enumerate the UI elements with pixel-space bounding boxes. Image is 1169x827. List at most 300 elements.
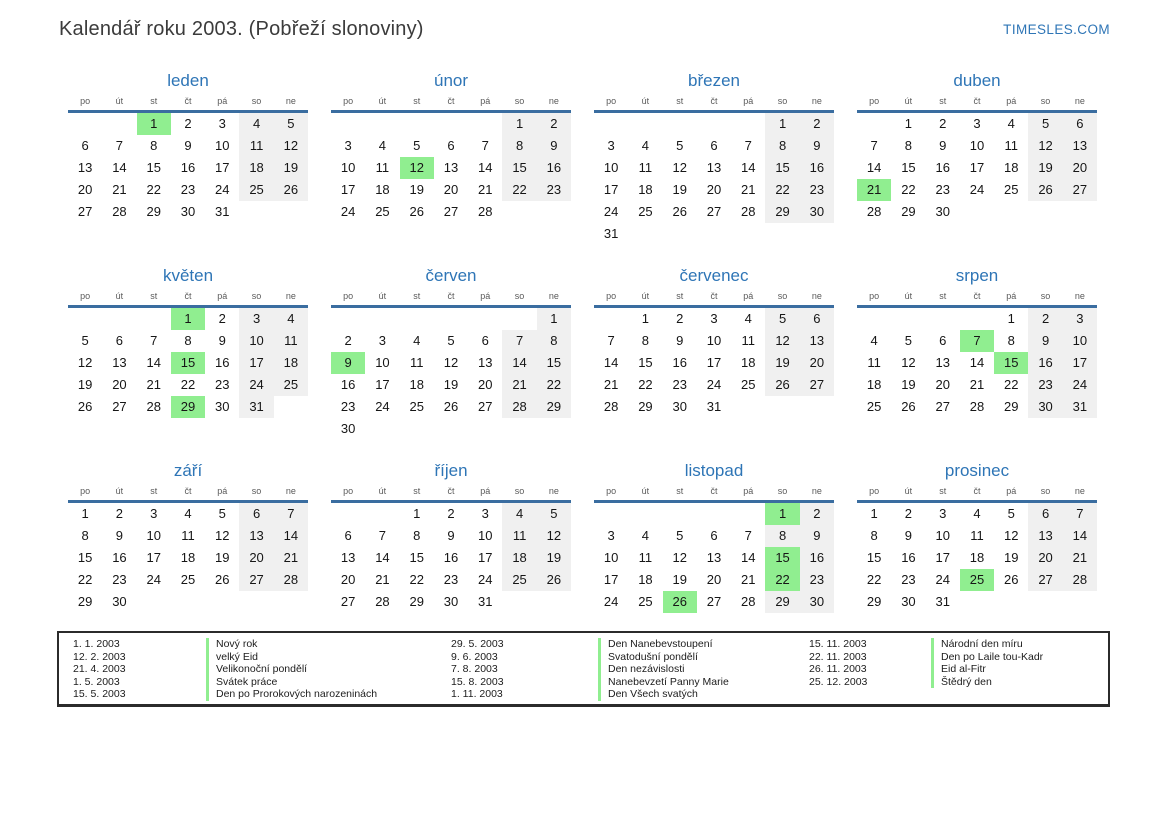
weekday-label: út xyxy=(115,96,124,106)
month-title: únor xyxy=(433,71,469,90)
month-title: listopad xyxy=(684,461,744,480)
holiday-day-cell: 1 xyxy=(171,308,205,330)
day-grid xyxy=(594,113,834,245)
weekday-label: ne xyxy=(1074,291,1085,301)
holiday-day-cell: 21 xyxy=(857,179,891,201)
day-cell: 21 xyxy=(603,377,619,392)
empty-cell xyxy=(434,308,468,330)
day-cell: 5 xyxy=(676,528,684,543)
day-cell: 22 xyxy=(502,179,536,201)
empty-cell xyxy=(274,396,308,418)
weekday-label: ne xyxy=(1074,96,1085,106)
day-cell: 13 xyxy=(340,550,356,565)
day-cell: 20 xyxy=(706,182,722,197)
empty-cell xyxy=(960,591,994,613)
day-cell: 6 xyxy=(710,528,718,543)
day-cell: 29 xyxy=(77,594,93,609)
holiday-name: velký Eid xyxy=(206,651,451,664)
empty-cell xyxy=(857,113,891,135)
weekday-label: út xyxy=(115,291,124,301)
day-cell: 29 xyxy=(537,396,571,418)
day-cell: 14 xyxy=(603,355,619,370)
legend-column xyxy=(451,638,809,701)
day-cell: 20 xyxy=(1028,547,1062,569)
month-title: červenec xyxy=(679,266,749,285)
day-cell: 24 xyxy=(1063,374,1097,396)
holiday-date: 1. 11. 2003 xyxy=(451,688,503,701)
weekday-label: pá xyxy=(743,291,754,301)
day-grid xyxy=(331,113,571,223)
holiday-day-cell: 25 xyxy=(960,569,994,591)
legend-box xyxy=(57,631,1110,707)
day-cell: 13 xyxy=(443,160,459,175)
day-cell: 15 xyxy=(765,157,799,179)
day-cell: 9 xyxy=(939,138,947,153)
holiday-day-cell: 22 xyxy=(765,569,799,591)
day-cell: 31 xyxy=(239,396,273,418)
day-cell: 30 xyxy=(901,594,916,609)
weekday-label: čt xyxy=(710,486,718,496)
month-title: srpen xyxy=(955,266,999,285)
day-cell: 24 xyxy=(340,204,356,219)
empty-cell xyxy=(1063,201,1097,223)
day-cell: 25 xyxy=(638,204,653,219)
day-cell: 2 xyxy=(939,116,947,131)
day-cell: 18 xyxy=(409,377,424,392)
day-cell: 6 xyxy=(447,138,455,153)
day-cell: 20 xyxy=(1063,157,1097,179)
empty-cell xyxy=(331,113,365,135)
month-block xyxy=(331,460,571,613)
weekday-header-row xyxy=(594,291,834,308)
empty-cell xyxy=(365,418,399,440)
day-cell: 17 xyxy=(603,182,619,197)
empty-cell xyxy=(502,591,536,613)
day-cell: 3 xyxy=(1063,308,1097,330)
day-cell: 2 xyxy=(1028,308,1062,330)
weekday-label: ne xyxy=(811,96,822,106)
day-cell: 24 xyxy=(603,204,619,219)
day-cell: 2 xyxy=(447,506,455,521)
day-cell: 19 xyxy=(443,377,459,392)
day-cell: 21 xyxy=(112,182,127,197)
day-cell: 30 xyxy=(340,421,356,436)
day-cell: 27 xyxy=(239,569,273,591)
weekday-label: so xyxy=(514,486,525,496)
timesles-logo-link[interactable]: TIMESLES.COM xyxy=(1003,22,1110,37)
day-grid xyxy=(331,503,571,613)
day-cell: 21 xyxy=(741,572,756,587)
weekday-header-row xyxy=(68,96,308,113)
day-cell: 9 xyxy=(115,528,124,543)
day-cell: 1 xyxy=(537,308,571,330)
empty-cell xyxy=(102,113,136,135)
day-cell: 2 xyxy=(800,503,834,525)
empty-cell xyxy=(765,396,799,418)
day-cell: 1 xyxy=(502,113,536,135)
month-title: září xyxy=(173,461,203,480)
day-cell: 4 xyxy=(641,528,650,543)
empty-cell xyxy=(1063,591,1097,613)
day-cell: 23 xyxy=(443,572,459,587)
day-cell: 4 xyxy=(274,308,308,330)
day-cell: 31 xyxy=(215,204,230,219)
day-cell: 25 xyxy=(866,399,882,414)
day-cell: 20 xyxy=(77,182,93,197)
holiday-day-cell: 12 xyxy=(400,157,434,179)
weekday-header-row xyxy=(68,291,308,308)
day-cell: 16 xyxy=(800,547,834,569)
holiday-name: Nanebevzetí Panny Marie xyxy=(598,676,809,689)
day-cell: 7 xyxy=(1063,503,1097,525)
day-cell: 20 xyxy=(800,352,834,374)
day-cell: 28 xyxy=(866,204,882,219)
weekday-label: st xyxy=(676,486,684,496)
weekday-header-row xyxy=(594,486,834,503)
empty-cell xyxy=(468,113,502,135)
day-cell: 8 xyxy=(1007,333,1015,348)
empty-cell xyxy=(628,113,662,135)
empty-cell xyxy=(697,113,731,135)
weekday-label: pá xyxy=(217,96,228,106)
day-cell: 26 xyxy=(672,204,687,219)
day-cell: 29 xyxy=(866,594,882,609)
day-cell: 4 xyxy=(744,311,752,326)
weekday-label: pá xyxy=(480,96,491,106)
empty-cell xyxy=(502,418,536,440)
day-cell: 9 xyxy=(676,333,684,348)
weekday-label: čt xyxy=(447,291,455,301)
day-cell: 16 xyxy=(112,550,127,565)
weekday-label: čt xyxy=(184,486,192,496)
day-cell: 30 xyxy=(672,399,687,414)
day-cell: 18 xyxy=(866,377,882,392)
day-cell: 27 xyxy=(706,594,722,609)
day-cell: 31 xyxy=(1063,396,1097,418)
day-cell: 2 xyxy=(904,506,913,521)
holiday-name: Nový rok xyxy=(206,638,451,651)
empty-cell xyxy=(239,591,273,613)
day-cell: 23 xyxy=(340,399,356,414)
day-cell: 15 xyxy=(77,550,93,565)
month-block xyxy=(857,460,1097,613)
day-cell: 12 xyxy=(77,355,93,370)
day-cell: 14 xyxy=(112,160,127,175)
day-cell: 6 xyxy=(81,138,89,153)
empty-cell xyxy=(400,308,434,330)
day-cell: 29 xyxy=(901,204,916,219)
day-cell: 11 xyxy=(239,135,273,157)
day-cell: 14 xyxy=(502,352,536,374)
day-grid xyxy=(331,308,571,440)
weekday-label: út xyxy=(115,486,124,496)
day-cell: 14 xyxy=(146,355,161,370)
empty-cell xyxy=(628,223,662,245)
day-cell: 23 xyxy=(215,377,230,392)
weekday-label: po xyxy=(869,486,880,496)
day-cell: 26 xyxy=(1028,179,1062,201)
day-cell: 1 xyxy=(870,506,878,521)
day-cell: 12 xyxy=(765,330,799,352)
day-grid xyxy=(594,503,834,613)
day-cell: 15 xyxy=(901,160,916,175)
day-cell: 28 xyxy=(741,204,756,219)
day-cell: 25 xyxy=(638,594,653,609)
weekday-label: út xyxy=(904,96,913,106)
day-cell: 7 xyxy=(744,138,752,153)
day-cell: 21 xyxy=(1063,547,1097,569)
weekday-label: po xyxy=(80,96,91,106)
weekday-label: pá xyxy=(743,486,754,496)
weekday-label: út xyxy=(641,291,650,301)
weekday-label: čt xyxy=(184,96,192,106)
empty-cell xyxy=(502,308,536,330)
holiday-name: Eid al-Fitr xyxy=(931,663,1098,676)
day-cell: 18 xyxy=(638,572,653,587)
weekday-label: út xyxy=(378,96,387,106)
day-cell: 2 xyxy=(676,311,684,326)
day-cell: 9 xyxy=(447,528,455,543)
empty-cell xyxy=(891,308,925,330)
day-cell: 15 xyxy=(537,352,571,374)
weekday-label: st xyxy=(413,291,421,301)
weekday-label: st xyxy=(676,291,684,301)
day-cell: 26 xyxy=(765,374,799,396)
day-cell: 15 xyxy=(502,157,536,179)
day-cell: 28 xyxy=(375,594,390,609)
day-cell: 26 xyxy=(409,204,424,219)
weekday-label: st xyxy=(939,96,947,106)
empty-cell xyxy=(663,113,697,135)
day-cell: 5 xyxy=(447,333,455,348)
day-cell: 2 xyxy=(184,116,192,131)
day-cell: 19 xyxy=(1004,550,1019,565)
day-cell: 26 xyxy=(77,399,93,414)
day-cell: 16 xyxy=(800,157,834,179)
day-cell: 21 xyxy=(375,572,390,587)
day-cell: 26 xyxy=(443,399,459,414)
weekday-label: st xyxy=(676,96,684,106)
day-cell: 8 xyxy=(765,135,799,157)
day-cell: 31 xyxy=(706,399,722,414)
weekday-label: ne xyxy=(1074,486,1085,496)
weekday-label: st xyxy=(939,486,947,496)
day-cell: 8 xyxy=(150,138,158,153)
weekday-header-row xyxy=(594,96,834,113)
day-cell: 3 xyxy=(607,528,615,543)
day-cell: 14 xyxy=(1063,525,1097,547)
empty-cell xyxy=(400,113,434,135)
day-cell: 3 xyxy=(150,506,158,521)
empty-cell xyxy=(502,201,536,223)
day-cell: 14 xyxy=(478,160,493,175)
day-cell: 9 xyxy=(800,525,834,547)
day-cell: 19 xyxy=(901,377,916,392)
empty-cell xyxy=(537,201,571,223)
day-cell: 28 xyxy=(274,569,308,591)
weekday-label: so xyxy=(514,291,525,301)
empty-cell xyxy=(365,308,399,330)
day-cell: 3 xyxy=(344,138,352,153)
day-cell: 11 xyxy=(638,160,653,175)
day-cell: 28 xyxy=(1063,569,1097,591)
day-cell: 19 xyxy=(765,352,799,374)
day-cell: 30 xyxy=(443,594,459,609)
day-cell: 11 xyxy=(1004,138,1019,153)
day-cell: 4 xyxy=(413,333,421,348)
day-cell: 11 xyxy=(375,160,390,175)
day-cell: 18 xyxy=(180,550,196,565)
empty-cell xyxy=(365,503,399,525)
day-cell: 10 xyxy=(1063,330,1097,352)
empty-cell xyxy=(960,308,994,330)
weekday-label: po xyxy=(869,96,880,106)
day-grid xyxy=(68,308,308,418)
weekday-label: ne xyxy=(548,291,559,301)
day-cell: 23 xyxy=(1028,374,1062,396)
weekday-label: po xyxy=(343,96,354,106)
day-cell: 1 xyxy=(641,311,650,326)
empty-cell xyxy=(800,396,834,418)
empty-cell xyxy=(663,503,697,525)
day-cell: 28 xyxy=(478,204,493,219)
day-cell: 30 xyxy=(215,399,230,414)
day-cell: 24 xyxy=(146,572,161,587)
day-cell: 16 xyxy=(180,160,196,175)
day-cell: 13 xyxy=(800,330,834,352)
weekday-label: pá xyxy=(743,96,754,106)
empty-cell xyxy=(274,591,308,613)
weekday-label: pá xyxy=(480,291,491,301)
legend-column xyxy=(809,638,1098,688)
day-cell: 12 xyxy=(672,160,687,175)
day-cell: 21 xyxy=(741,182,756,197)
holiday-day-cell: 26 xyxy=(663,591,697,613)
day-cell: 3 xyxy=(239,308,273,330)
empty-cell xyxy=(697,223,731,245)
day-cell: 26 xyxy=(1004,572,1019,587)
day-cell: 28 xyxy=(603,399,619,414)
weekday-header-row xyxy=(857,291,1097,308)
holiday-day-cell: 15 xyxy=(171,352,205,374)
month-title: květen xyxy=(162,266,214,285)
weekday-label: st xyxy=(413,486,421,496)
weekday-label: út xyxy=(641,486,650,496)
weekday-label: ne xyxy=(285,291,296,301)
day-cell: 16 xyxy=(935,160,950,175)
month-title: prosinec xyxy=(944,461,1010,480)
day-cell: 7 xyxy=(150,333,158,348)
day-cell: 19 xyxy=(77,377,93,392)
weekday-label: po xyxy=(80,486,91,496)
empty-cell xyxy=(137,308,171,330)
weekday-label: čt xyxy=(973,96,981,106)
day-cell: 30 xyxy=(112,594,127,609)
weekday-label: po xyxy=(343,486,354,496)
day-cell: 21 xyxy=(274,547,308,569)
day-cell: 26 xyxy=(215,572,230,587)
day-cell: 21 xyxy=(478,182,493,197)
empty-cell xyxy=(365,113,399,135)
day-cell: 19 xyxy=(1028,157,1062,179)
holiday-date: 7. 8. 2003 xyxy=(451,663,498,676)
holiday-name: Štědrý den xyxy=(931,676,1098,689)
day-cell: 11 xyxy=(638,550,653,565)
day-cell: 30 xyxy=(1028,396,1062,418)
day-cell: 13 xyxy=(1028,525,1062,547)
day-cell: 27 xyxy=(77,204,93,219)
empty-cell xyxy=(765,223,799,245)
day-cell: 8 xyxy=(904,138,913,153)
day-cell: 25 xyxy=(741,377,756,392)
day-cell: 5 xyxy=(81,333,89,348)
weekday-label: so xyxy=(1040,96,1051,106)
day-cell: 29 xyxy=(146,204,161,219)
day-cell: 6 xyxy=(115,333,124,348)
empty-cell xyxy=(102,308,136,330)
weekday-label: pá xyxy=(1006,291,1017,301)
day-cell: 20 xyxy=(443,182,459,197)
day-cell: 7 xyxy=(870,138,878,153)
day-cell: 26 xyxy=(901,399,916,414)
day-cell: 27 xyxy=(112,399,127,414)
weekday-header-row xyxy=(857,486,1097,503)
day-cell: 4 xyxy=(870,333,878,348)
day-cell: 28 xyxy=(969,399,985,414)
day-cell: 13 xyxy=(77,160,93,175)
day-cell: 31 xyxy=(603,226,619,241)
empty-cell xyxy=(239,201,273,223)
day-cell: 19 xyxy=(215,550,230,565)
day-cell: 4 xyxy=(184,506,192,521)
day-cell: 8 xyxy=(537,330,571,352)
day-cell: 24 xyxy=(969,182,985,197)
weekday-label: čt xyxy=(973,486,981,496)
day-cell: 5 xyxy=(676,138,684,153)
weekday-label: út xyxy=(378,291,387,301)
day-cell: 20 xyxy=(478,377,493,392)
day-cell: 11 xyxy=(502,525,536,547)
empty-cell xyxy=(857,308,891,330)
day-cell: 15 xyxy=(866,550,882,565)
holiday-date: 25. 12. 2003 xyxy=(809,675,868,688)
day-cell: 10 xyxy=(146,528,161,543)
holiday-name: Velikonoční pondělí xyxy=(206,663,451,676)
weekday-label: út xyxy=(641,96,650,106)
holiday-name: Den Nanebevstoupení xyxy=(598,638,809,651)
empty-cell xyxy=(800,223,834,245)
holiday-day-cell: 15 xyxy=(994,352,1028,374)
day-cell: 19 xyxy=(672,182,687,197)
holiday-day-cell: 1 xyxy=(765,503,799,525)
weekday-label: pá xyxy=(217,291,228,301)
empty-cell xyxy=(331,503,365,525)
weekday-label: st xyxy=(413,96,421,106)
day-cell: 15 xyxy=(638,355,653,370)
day-cell: 27 xyxy=(800,374,834,396)
day-cell: 19 xyxy=(274,157,308,179)
day-cell: 12 xyxy=(537,525,571,547)
day-cell: 14 xyxy=(741,160,756,175)
day-cell: 27 xyxy=(1063,179,1097,201)
empty-cell xyxy=(331,308,365,330)
day-cell: 7 xyxy=(502,330,536,352)
day-cell: 12 xyxy=(1004,528,1019,543)
day-cell: 4 xyxy=(973,506,981,521)
day-cell: 20 xyxy=(706,572,722,587)
weekday-header-row xyxy=(68,486,308,503)
weekday-label: st xyxy=(150,96,158,106)
